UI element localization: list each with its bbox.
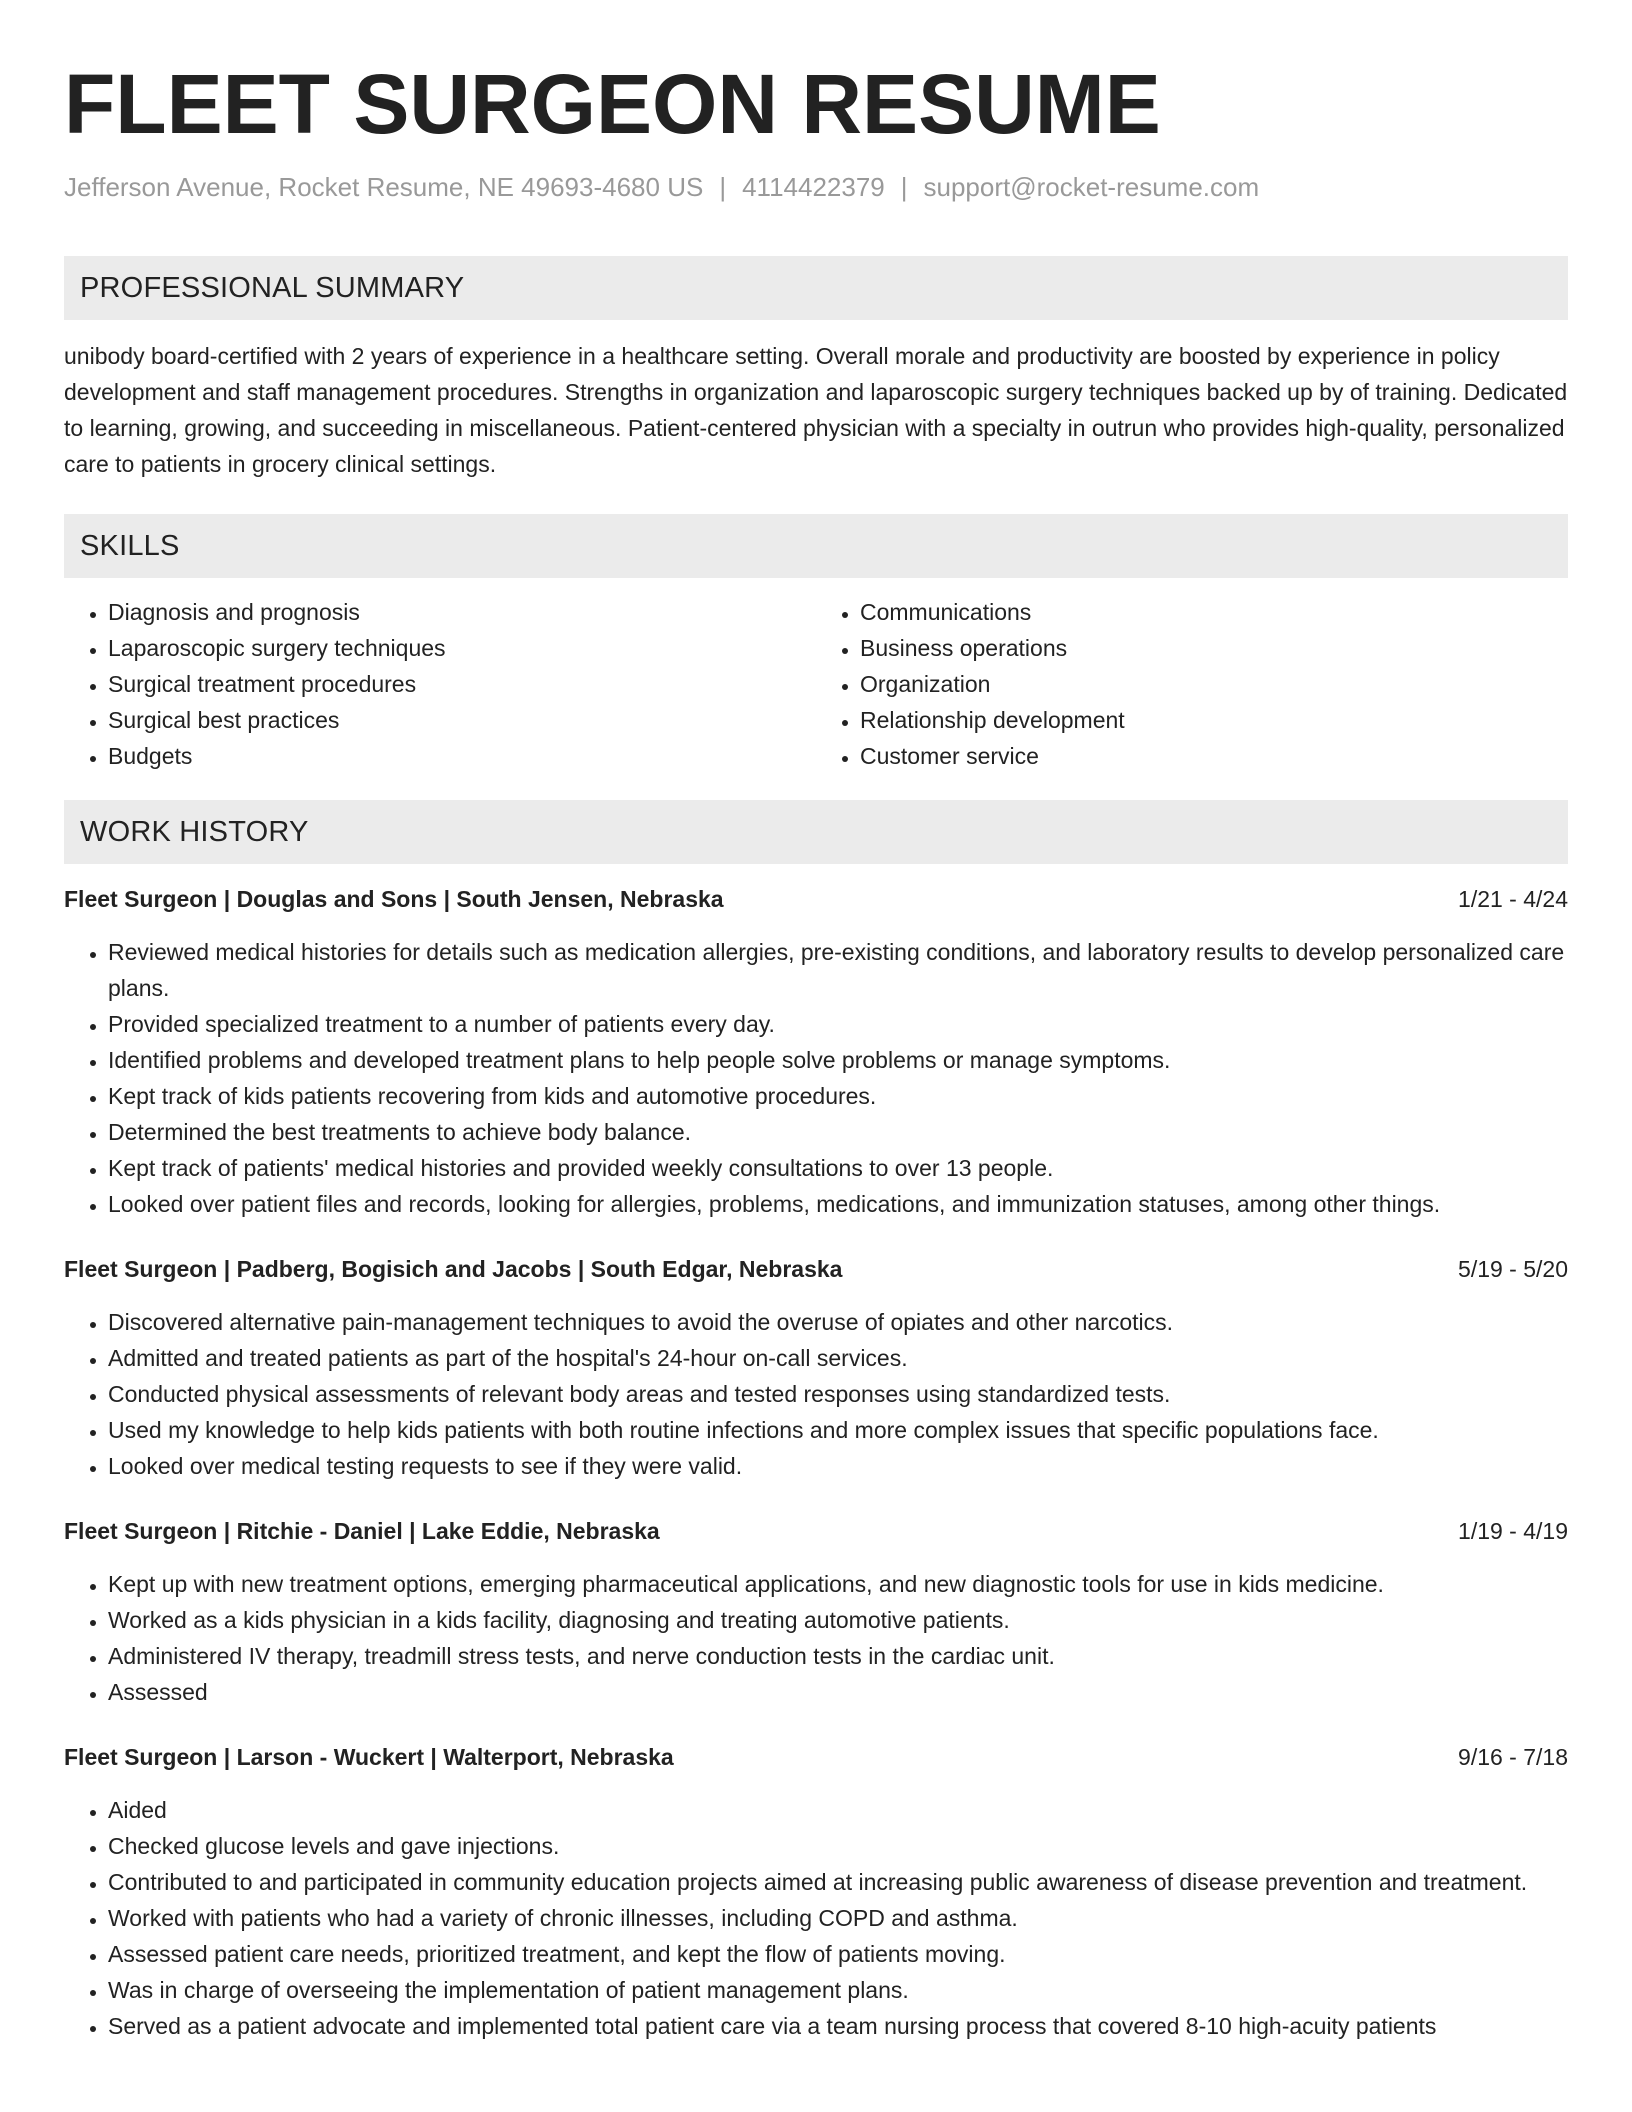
job-dates: 5/19 - 5/20 [1458, 1256, 1568, 1282]
job-bullet: • Worked with patients who had a variety of chronic illnesses, including COPD and asthma. [108, 1900, 1568, 1936]
job-title: Fleet Surgeon | Ritchie - Daniel | Lake Eddie, Nebraska [64, 1518, 660, 1544]
contact-line [64, 170, 1568, 204]
skills-column-right [816, 594, 1568, 774]
job-title: Fleet Surgeon | Douglas and Sons | South Jensen, Nebraska [64, 886, 724, 912]
job-dates: 1/21 - 4/24 [1458, 886, 1568, 912]
resume-title: FLEET SURGEON RESUME [64, 57, 1161, 151]
job-dates: 9/16 - 7/18 [1458, 1744, 1568, 1770]
job-title: Fleet Surgeon | Padberg, Bogisich and Jacobs | South Edgar, Nebraska [64, 1256, 843, 1282]
skill-item: • Budgets [108, 738, 816, 774]
job-bullet-list [64, 1566, 1568, 1710]
job-bullet: • Looked over medical testing requests to see if they were valid. [108, 1448, 1568, 1484]
job-dates: 1/19 - 4/19 [1458, 1518, 1568, 1544]
job-bullet: • Checked glucose levels and gave injections. [108, 1828, 1568, 1864]
skills-list [64, 594, 1568, 774]
job-bullet: • Worked as a kids physician in a kids facility, diagnosing and treating automotive patients. [108, 1602, 1568, 1638]
skill-item: • Customer service [860, 738, 1568, 774]
job-bullet: • Determined the best treatments to achieve body balance. [108, 1114, 1568, 1150]
job-bullet: • Conducted physical assessments of relevant body areas and tested responses using standardized tests. [108, 1376, 1568, 1412]
job-entry [64, 1252, 1568, 1484]
skill-item: • Laparoscopic surgery techniques [108, 630, 816, 666]
summary-section-header [64, 256, 1568, 320]
skill-item: • Relationship development [860, 702, 1568, 738]
skill-item: • Organization [860, 666, 1568, 702]
job-bullet: • Assessed [108, 1674, 1568, 1710]
skill-item: • Surgical best practices [108, 702, 816, 738]
job-bullet: • Kept up with new treatment options, emerging pharmaceutical applications, and new diagnostic tools for use in kids medicine. [108, 1566, 1568, 1602]
job-bullet: • Reviewed medical histories for details such as medication allergies, pre-existing conditions, and laboratory results to develop personalized care plans. [108, 934, 1568, 1006]
skills-section-header [64, 514, 1568, 578]
job-bullet: • Administered IV therapy, treadmill stress tests, and nerve conduction tests in the cardiac unit. [108, 1638, 1568, 1674]
work-heading: WORK HISTORY [80, 815, 309, 848]
summary-text: unibody board-certified with 2 years of experience in a healthcare setting. Overall morale and productivity are boosted by experience in policy development and staff management procedures. Strengths in organization and laparoscopic surgery techniques backed up by of training. Dedicated to learning, growing, and succeeding in miscellaneous. Patient-centered physician with a specialty in outrun who provides high-quality, personalized care to patients in grocery clinical settings. [64, 343, 1568, 477]
job-bullet: • Provided specialized treatment to a number of patients every day. [108, 1006, 1568, 1042]
job-header [64, 1252, 1568, 1286]
job-bullet-list [64, 1304, 1568, 1484]
skills-column-left [64, 594, 816, 774]
job-bullet-list [64, 934, 1568, 1222]
summary-heading: PROFESSIONAL SUMMARY [80, 271, 465, 304]
job-header [64, 882, 1568, 916]
job-bullet: • Assessed patient care needs, prioritized treatment, and kept the flow of patients moving. [108, 1936, 1568, 1972]
job-entry [64, 1740, 1568, 2044]
skill-item: • Diagnosis and prognosis [108, 594, 816, 630]
job-bullet: • Identified problems and developed treatment plans to help people solve problems or manage symptoms. [108, 1042, 1568, 1078]
job-title: Fleet Surgeon | Larson - Wuckert | Walterport, Nebraska [64, 1744, 674, 1770]
skill-item: • Surgical treatment procedures [108, 666, 816, 702]
job-entry [64, 1514, 1568, 1710]
job-header [64, 1514, 1568, 1548]
skills-heading: SKILLS [80, 529, 180, 562]
contact-phone: 4114422379 [742, 172, 885, 202]
contact-email: support@rocket-resume.com [923, 172, 1260, 202]
contact-separator: | [900, 172, 908, 202]
job-bullet: • Contributed to and participated in community education projects aimed at increasing public awareness of disease prevention and treatment. [108, 1864, 1568, 1900]
skill-item: • Communications [860, 594, 1568, 630]
job-bullet: • Discovered alternative pain-management techniques to avoid the overuse of opiates and other narcotics. [108, 1304, 1568, 1340]
job-bullet: • Kept track of kids patients recovering from kids and automotive procedures. [108, 1078, 1568, 1114]
job-bullet: • Admitted and treated patients as part of the hospital's 24-hour on-call services. [108, 1340, 1568, 1376]
job-header [64, 1740, 1568, 1774]
job-bullet: • Looked over patient files and records, looking for allergies, problems, medications, and immunization statuses, among other things. [108, 1186, 1568, 1222]
job-bullet: • Served as a patient advocate and implemented total patient care via a team nursing process that covered 8-10 high-acuity patients [108, 2008, 1568, 2044]
job-bullet: • Kept track of patients' medical histories and provided weekly consultations to over 13 people. [108, 1150, 1568, 1186]
job-bullet: • Aided [108, 1792, 1568, 1828]
contact-address: Jefferson Avenue, Rocket Resume, NE 49693-4680 US [64, 172, 704, 202]
job-bullet-list [64, 1792, 1568, 2044]
contact-separator: | [719, 172, 727, 202]
job-entry [64, 882, 1568, 1222]
job-bullet: • Used my knowledge to help kids patients with both routine infections and more complex issues that specific populations face. [108, 1412, 1568, 1448]
work-section-header [64, 800, 1568, 864]
job-bullet: • Was in charge of overseeing the implementation of patient management plans. [108, 1972, 1568, 2008]
skill-item: • Business operations [860, 630, 1568, 666]
